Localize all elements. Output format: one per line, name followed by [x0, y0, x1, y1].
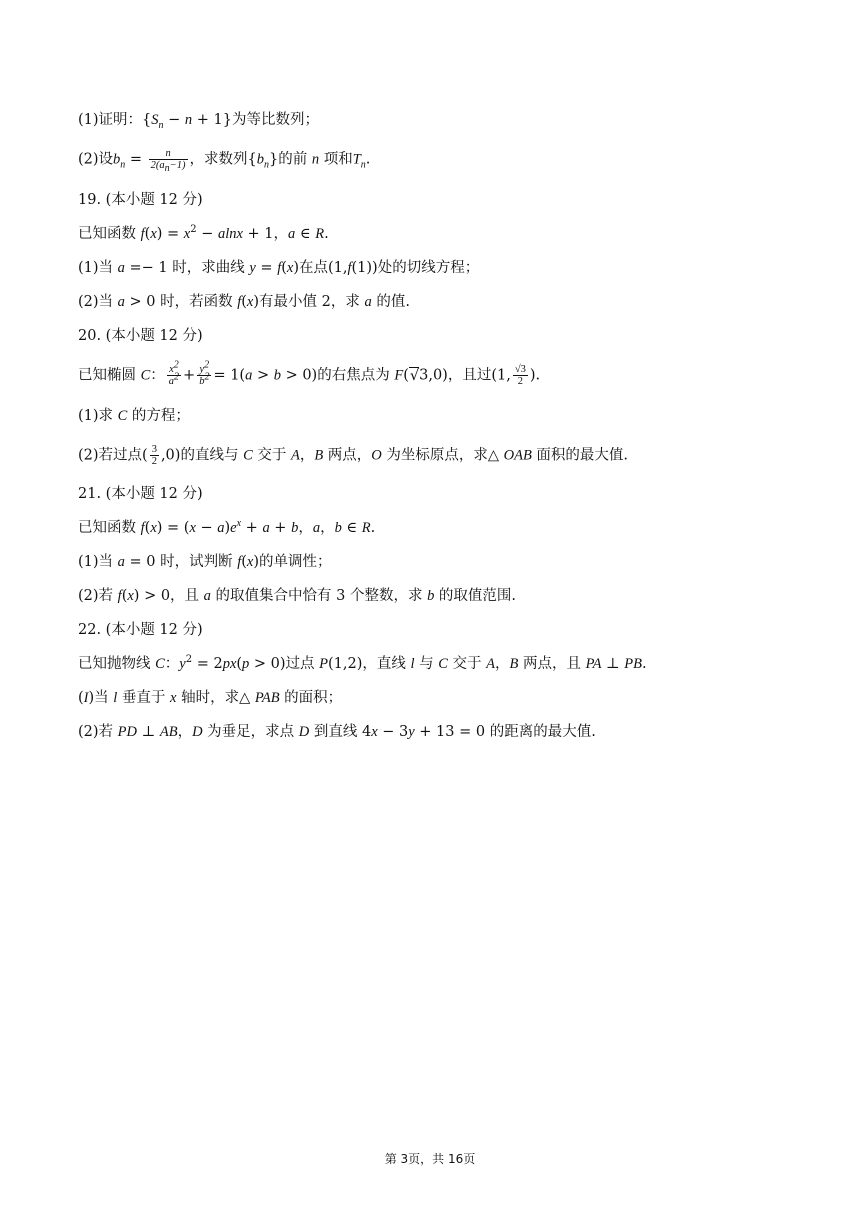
- q22-stem: 已知抛物线 C：$y^2 = 2px(p > 0)$过点 P(1,2)，直线 l 与 C 交于 A，B 两点，且 PA ⊥ PB.: [78, 654, 647, 672]
- q18-part1: (1)证明：$\{S_n - n + 1\}$为等比数列；: [78, 112, 319, 131]
- q19-stem: 已知函数 $f(x) = x^2 - alnx + 1$，a ∈ R.: [78, 224, 329, 242]
- fraction: $\frac{n}{2(a_n-1)}$: [150, 148, 186, 175]
- q22-part1: (I)当 l 垂直于 x 轴时，求△ PAB 的面积；: [78, 690, 343, 706]
- q20-header: 20. (本小题 12 分): [78, 328, 203, 344]
- q19-part1: (1)当 a =− 1 时，求曲线 y = f(x)在点(1,f(1))处的切线方程；: [78, 260, 480, 276]
- q22-part2: (2)若 PD ⊥ AB，D 为垂足，求点 D 到直线 4x − 3y + 13 = 0 的距离的最大值.: [78, 724, 596, 740]
- q21-part1: (1)当 a = 0 时，试判断 f(x)的单调性；: [78, 554, 332, 570]
- q22-header: 22. (本小题 12 分): [78, 622, 203, 638]
- q20-part1: (1)求 C 的方程；: [78, 408, 190, 424]
- q18-part2: (2)设$b_n$ = $\frac{n}{2(a_n-1)}$ ，求数列$\{b_n\}$的前 n 项和$T_n$.: [78, 148, 371, 175]
- q21-stem: 已知函数 $f(x) = (x - a)e^x + a + b$，a，b ∈ R.: [78, 518, 376, 536]
- q21-header: 21. (本小题 12 分): [78, 486, 203, 502]
- q20-stem: 已知椭圆 C： $\frac{x^2}{a^2}$ + $\frac{y^2}{b^2}$ = 1(a > b > 0)的右焦点为 F(√3,0)，且过(1, $\frac{√3}{2}$ ).: [78, 359, 541, 387]
- q19-header: 19. (本小题 12 分): [78, 192, 203, 208]
- q19-part2: (2)当 a > 0 时，若函数 f(x)有最小值 2，求 a 的值.: [78, 294, 410, 310]
- page-number: 第 3页，共 16页: [384, 1152, 476, 1166]
- q21-part2: (2)若 f(x) > 0，且 a 的取值集合中恰有 3 个整数，求 b 的取值范围.: [78, 588, 517, 604]
- q20-part2: (2)若过点( $\frac{3}{2}$ ,0)的直线与 C 交于 A，B 两点，O 为坐标原点，求△ OAB 面积的最大值.: [78, 444, 629, 467]
